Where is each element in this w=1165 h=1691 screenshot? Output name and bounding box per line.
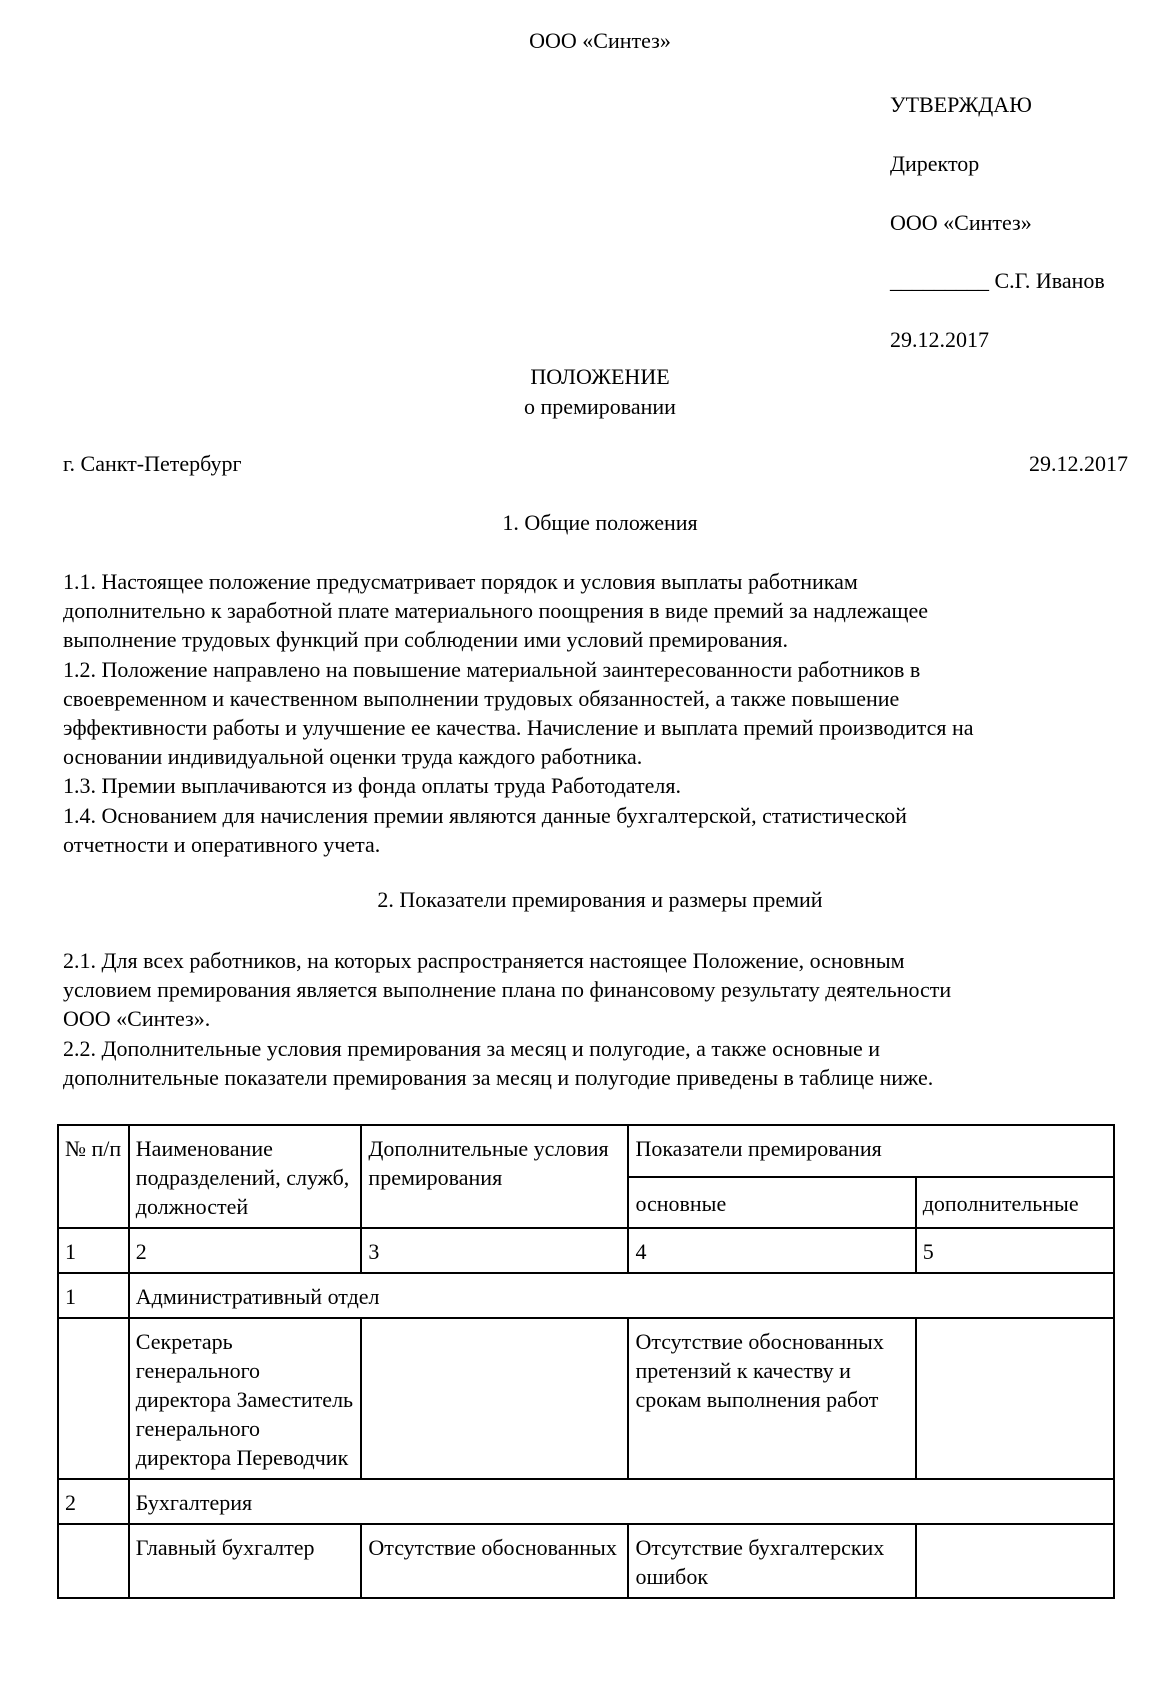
column-number: 3 bbox=[361, 1228, 628, 1273]
approval-signature-line: _________ С.Г. Иванов bbox=[890, 268, 1105, 293]
group-name: Бухгалтерия bbox=[129, 1479, 1114, 1524]
row-main-indicator: Отсутствие обоснованных претензий к качеству и срокам выполнения работ bbox=[628, 1318, 915, 1479]
table-header-row bbox=[58, 1125, 1114, 1177]
section-2-line: условием премирования является выполнение плана по финансовому результату деятельности bbox=[63, 977, 952, 1003]
row-positions: Главный бухгалтер bbox=[129, 1524, 362, 1598]
header-main: основные bbox=[628, 1177, 915, 1229]
bonus-indicators-table bbox=[57, 1124, 1115, 1599]
document-subtitle: о премировании bbox=[524, 394, 676, 419]
section-1-line: 1.3. Премии выплачиваются из фонда оплаты труда Работодателя. bbox=[63, 773, 681, 799]
approval-organization: ООО «Синтез» bbox=[890, 210, 1032, 235]
section-1-body bbox=[63, 567, 1143, 859]
table-group-row bbox=[58, 1479, 1114, 1524]
column-number: 2 bbox=[129, 1228, 362, 1273]
row-positions: Секретарь генерального директора Заместитель генерального директора Переводчик bbox=[129, 1318, 362, 1479]
header-name: Наименование подразделений, служб, должностей bbox=[129, 1125, 362, 1228]
header-num: № п/п bbox=[58, 1125, 129, 1228]
column-number: 5 bbox=[916, 1228, 1114, 1273]
document-city: г. Санкт-Петербург bbox=[63, 451, 242, 476]
header-extra-conditions: Дополнительные условия премирования bbox=[361, 1125, 628, 1228]
group-num: 2 bbox=[58, 1479, 129, 1524]
section-2-title: 2. Показатели премирования и размеры премий bbox=[377, 887, 823, 912]
row-main-indicator: Отсутствие бухгалтерских ошибок bbox=[628, 1524, 915, 1598]
document-title: ПОЛОЖЕНИЕ bbox=[530, 364, 670, 389]
section-2-line: 2.2. Дополнительные условия премирования за месяц и полугодие, а также основные и bbox=[63, 1035, 881, 1061]
section-1-line: 1.1. Настоящее положение предусматривает порядок и условия выплаты работникам bbox=[63, 569, 858, 594]
section-1-line: своевременном и качественном выполнении трудовых обязанностей, а также повышение bbox=[63, 685, 900, 711]
row-num bbox=[58, 1524, 129, 1598]
section-1-line: 1.2. Положение направлено на повышение материальной заинтересованности работников в bbox=[63, 656, 921, 682]
row-extra-conditions bbox=[361, 1318, 628, 1479]
group-name: Административный отдел bbox=[129, 1273, 1114, 1318]
document-date: 29.12.2017 bbox=[1029, 451, 1128, 476]
section-2-body bbox=[63, 946, 1143, 1092]
section-2-line: 2.1. Для всех работников, на которых распространяется настоящее Положение, основным bbox=[63, 948, 905, 973]
header-indicators: Показатели премирования bbox=[628, 1125, 1114, 1177]
company-name: ООО «Синтез» bbox=[529, 28, 671, 53]
section-2-line: дополнительные показатели премирования за месяц и полугодие приведены в таблице ниже. bbox=[63, 1064, 934, 1090]
row-num bbox=[58, 1318, 129, 1479]
table-group-row bbox=[58, 1273, 1114, 1318]
section-1-line: эффективности работы и улучшение ее качества. Начисление и выплата премий производится на bbox=[63, 715, 974, 741]
row-extra-conditions: Отсутствие обоснованных bbox=[361, 1524, 628, 1598]
section-1-line: дополнительно к заработной плате материального поощрения в виде премий за надлежащее bbox=[63, 598, 929, 624]
section-1-line: отчетности и оперативного учета. bbox=[63, 831, 381, 857]
table-row bbox=[58, 1524, 1114, 1598]
header-additional: дополнительные bbox=[916, 1177, 1114, 1229]
column-number: 1 bbox=[58, 1228, 129, 1273]
row-additional-indicator bbox=[916, 1318, 1114, 1479]
table-column-numbers-row bbox=[58, 1228, 1114, 1273]
section-1-line: выполнение трудовых функций при соблюдении ими условий премирования. bbox=[63, 627, 788, 653]
section-1-title: 1. Общие положения bbox=[502, 510, 698, 535]
section-1-line: 1.4. Основанием для начисления премии являются данные бухгалтерской, статистической bbox=[63, 802, 907, 828]
group-num: 1 bbox=[58, 1273, 129, 1318]
column-number: 4 bbox=[628, 1228, 915, 1273]
section-2-line: ООО «Синтез». bbox=[63, 1006, 211, 1032]
row-additional-indicator bbox=[916, 1524, 1114, 1598]
approval-date: 29.12.2017 bbox=[890, 327, 989, 352]
approval-title: УТВЕРЖДАЮ bbox=[890, 92, 1032, 117]
table-row bbox=[58, 1318, 1114, 1479]
section-1-line: основании индивидуальной оценки труда каждого работника. bbox=[63, 744, 643, 770]
approval-position: Директор bbox=[890, 151, 980, 176]
